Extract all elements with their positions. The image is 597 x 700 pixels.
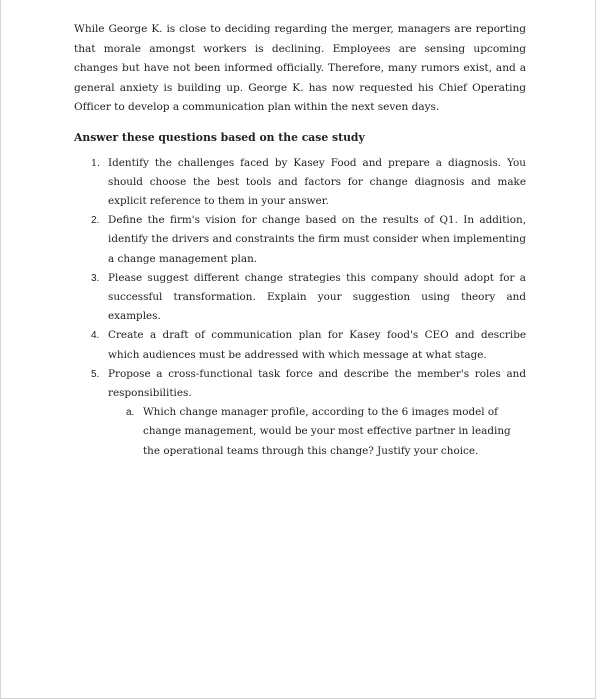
- question-item-3: [74, 269, 526, 327]
- question-item-1: [74, 154, 526, 212]
- question-item-2: [74, 211, 526, 269]
- sub-question-list: [108, 403, 526, 461]
- document-content: [74, 20, 526, 461]
- question-text: Propose a cross-functional task force and describe the member's roles and responsibilities.: [108, 367, 526, 399]
- question-item-4: [74, 326, 526, 364]
- question-number: 1.: [91, 157, 101, 169]
- question-text: Please suggest different change strategies this company should adopt for a successful transformation. Explain your suggestion using theory and examples.: [108, 271, 526, 323]
- question-number: 2.: [91, 215, 100, 227]
- sub-question-letter: a.: [126, 407, 135, 419]
- questions-heading: Answer these questions based on the case study: [74, 130, 365, 144]
- sub-question-item-a: [108, 403, 526, 461]
- question-number: 5.: [91, 368, 100, 380]
- question-text: Identify the challenges faced by Kasey Food and prepare a diagnosis. You should choose the best tools and factors for change diagnosis and make explicit reference to them in your answer.: [108, 156, 526, 207]
- question-number: 4.: [91, 330, 100, 342]
- question-text: Create a draft of communication plan for Kasey food's CEO and describe which audiences must be addressed with which message at what stage.: [108, 329, 526, 361]
- sub-question-text: Which change manager profile, according to the 6 images model of change management, would be your most effective partner in leading the operational teams through this change? Justify your choice.: [143, 406, 511, 457]
- questions-list: [74, 154, 526, 461]
- question-number: 3.: [91, 272, 100, 284]
- question-item-5: [74, 365, 526, 461]
- intro-paragraph: While George K. is close to deciding regarding the merger, managers are reporting that morale amongst workers is declining. Employees are sensing upcoming changes but have not been informed officially. Therefore, many rumors exist, and a general anxiety is building up. George K. has now requested his Chief Operating Officer to develop a communication plan within the next seven days.: [74, 23, 526, 113]
- question-text: Define the firm's vision for change based on the results of Q1. In addition, identify the drivers and constraints the firm must consider when implementing a change management plan.: [108, 214, 526, 265]
